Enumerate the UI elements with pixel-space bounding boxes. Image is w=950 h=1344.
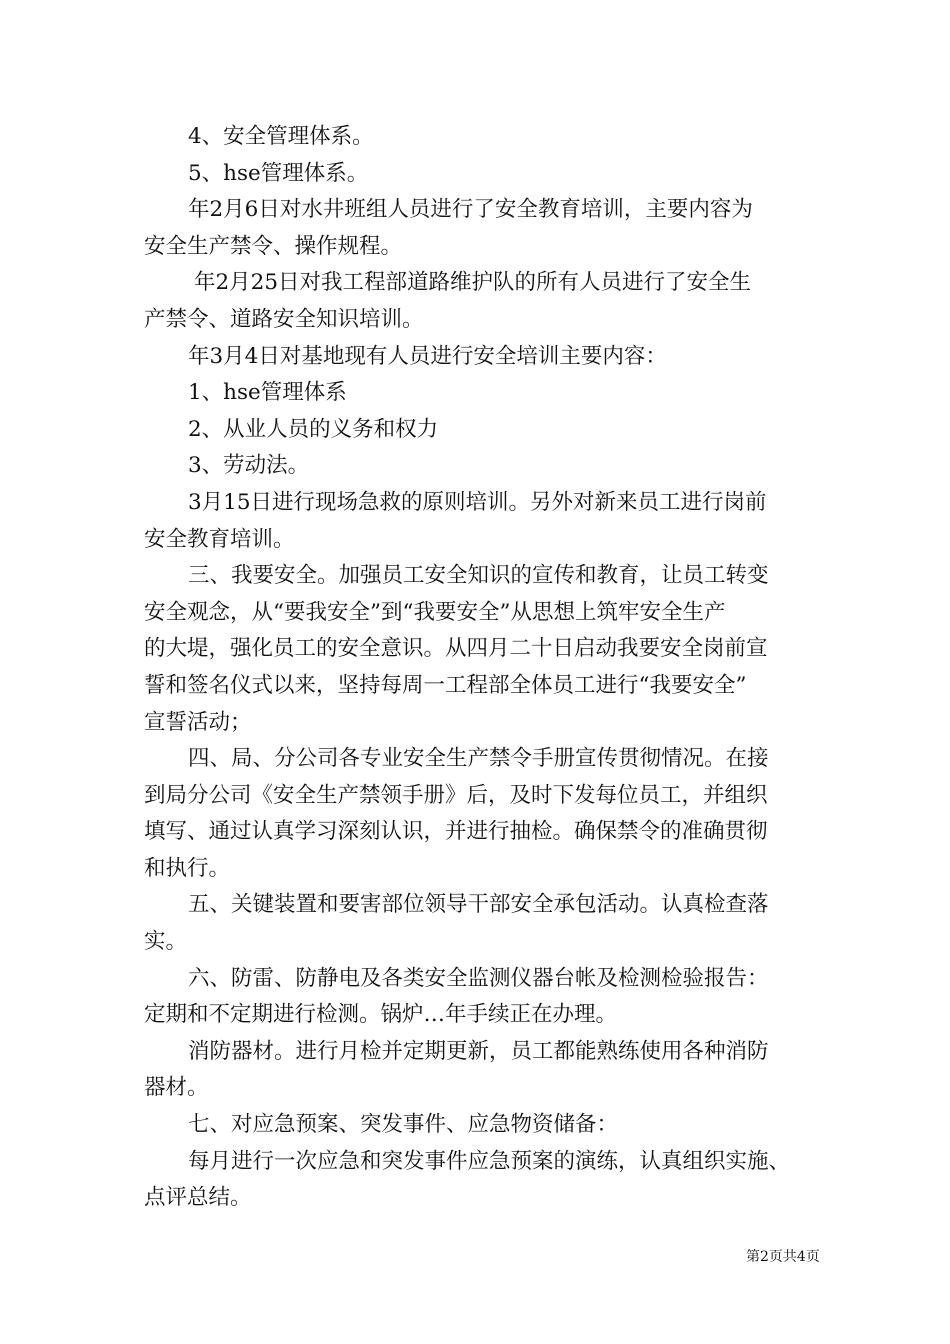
text-line: 四、局、分公司各专业安全生产禁令手册宣传贯彻情况。在接 (188, 746, 769, 772)
paragraph (144, 887, 812, 960)
paragraph (144, 558, 812, 741)
text-line: 4、安全管理体系。 (188, 124, 374, 149)
text-line: 产禁令、道路安全知识培训。 (144, 306, 424, 332)
text-line: 器材。 (144, 1075, 209, 1101)
paragraph (144, 485, 812, 558)
text-line: 六、防雷、防静电及各类安全监测仪器台帐及检测检验报告： (188, 965, 769, 991)
paragraph (144, 961, 812, 1034)
paragraph (144, 265, 812, 338)
text-line: 点评总结。 (144, 1185, 252, 1211)
text-line: 五、关键装置和要害部位领导干部安全承包活动。认真检查落 (188, 892, 769, 918)
paragraph (144, 1034, 812, 1107)
text-line: 定期和不定期进行检测。锅炉…年手续正在办理。 (144, 1002, 618, 1028)
text-line: 安全观念，从“要我安全”到“我要安全”从思想上筑牢安全生产 (144, 599, 726, 625)
text-line: 消防器材。进行月检并定期更新，员工都能熟练使用各种消防 (188, 1038, 769, 1064)
text-line: 填写、通过认真学习深刻认识，并进行抽检。确保禁令的准确贯彻 (144, 819, 768, 845)
text-line: 到局分公司《安全生产禁领手册》后，及时下发每位员工，并组织 (144, 782, 768, 808)
text-line: 实。 (144, 929, 188, 955)
paragraph (144, 1107, 812, 1144)
text-line: 2、从业人员的义务和权力 (188, 416, 439, 442)
paragraph (144, 192, 812, 265)
text-line: 安全教育培训。 (144, 526, 295, 552)
page-number: 第2页共4页 (746, 1249, 820, 1265)
text-line: 和执行。 (144, 855, 231, 881)
paragraph (144, 741, 812, 887)
text-line: 3月15日进行现场急救的原则培训。另外对新来员工进行岗前 (188, 489, 767, 515)
paragraph (144, 412, 812, 449)
text-line: 年2月6日对水井班组人员进行了安全教育培训，主要内容为 (188, 197, 753, 223)
paragraph (144, 448, 812, 485)
paragraph (144, 119, 812, 156)
text-line: 的大堤，强化员工的安全意识。从四月二十日启动我要安全岗前宣 (144, 636, 768, 662)
text-line: 3、劳动法。 (188, 453, 310, 479)
text-line: 年2月25日对我工程部道路维护队的所有人员进行了安全生 (194, 270, 752, 296)
document-body (144, 119, 812, 1217)
paragraph (144, 375, 812, 412)
text-line: 宣誓活动； (144, 709, 252, 735)
text-line: 安全生产禁令、操作规程。 (144, 233, 403, 259)
text-line: 三、我要安全。加强员工安全知识的宣传和教育，让员工转变 (188, 563, 769, 589)
text-line: 誓和签名仪式以来，坚持每周一工程部全体员工进行“我要安全” (144, 672, 747, 698)
text-line: 5、hse管理体系。 (188, 160, 369, 186)
paragraph (144, 339, 812, 376)
text-line: 每月进行一次应急和突发事件应急预案的演练，认真组织实施、 (188, 1148, 791, 1174)
text-line: 七、对应急预案、突发事件、应急物资储备： (188, 1112, 619, 1138)
paragraph (144, 156, 812, 193)
text-line: 1、hse管理体系 (188, 380, 347, 406)
text-line: 年3月4日对基地现有人员进行安全培训主要内容： (188, 343, 667, 369)
paragraph (144, 1144, 812, 1217)
